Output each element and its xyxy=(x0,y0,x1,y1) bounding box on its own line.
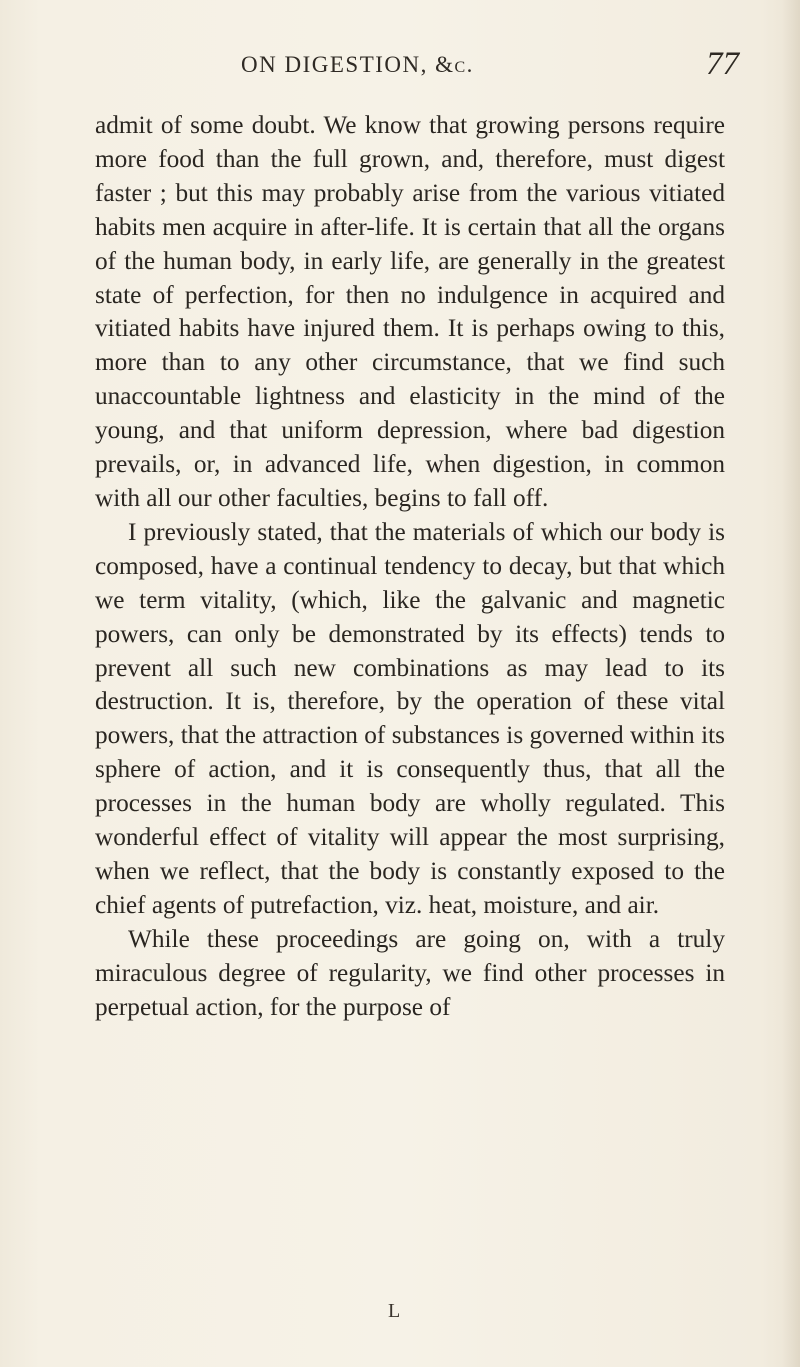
page-number: 77 xyxy=(706,46,739,82)
paragraph-continued: admit of some doubt. We know that growing persons require more food than the full grown, and, therefore, must digest faster ; but this may probably arise from the various vitiated habits men acquire in after-life. It is certain that all the organs of the human body, in early life, are generally in the greatest state of perfection, for then no indulgence in acquired and vitiated habits have injured them. It is perhaps owing to this, more than to any other circumstance, that we find such unaccountable lightness and elasticity in the mind of the young, and that uniform depression, where bad digestion prevails, or, in advanced life, when digestion, in common with all our other faculties, begins to fall off. xyxy=(95,111,725,512)
paragraph: I previously stated, that the materials of which our body is composed, have a continual tendency to decay, but that which we term vitality, (which, like the galvanic and magnetic powers, can only be demonstrated by its effects) tends to prevent all such new combinations as may lead to its destruction. It is, therefore, by the operation of these vital powers, that the attraction of substances is governed within its sphere of action, and it is consequently thus, that all the processes in the human body are wholly regulated. This wonderful effect of vitality will appear the most surprising, when we reflect, that the body is constantly exposed to the chief agents of putrefaction, viz. heat, moisture, and air. xyxy=(95,517,725,919)
running-title: ON DIGESTION, &c. xyxy=(241,52,474,77)
page-edge-shadow xyxy=(782,0,800,1367)
paragraph: While these proceedings are going on, with a truly miraculous degree of regularity, we find other processes in perpetual action, for the purpose of xyxy=(95,924,725,1021)
body-text xyxy=(95,109,725,1024)
running-head xyxy=(0,46,800,92)
signature-mark: L xyxy=(388,1300,401,1322)
